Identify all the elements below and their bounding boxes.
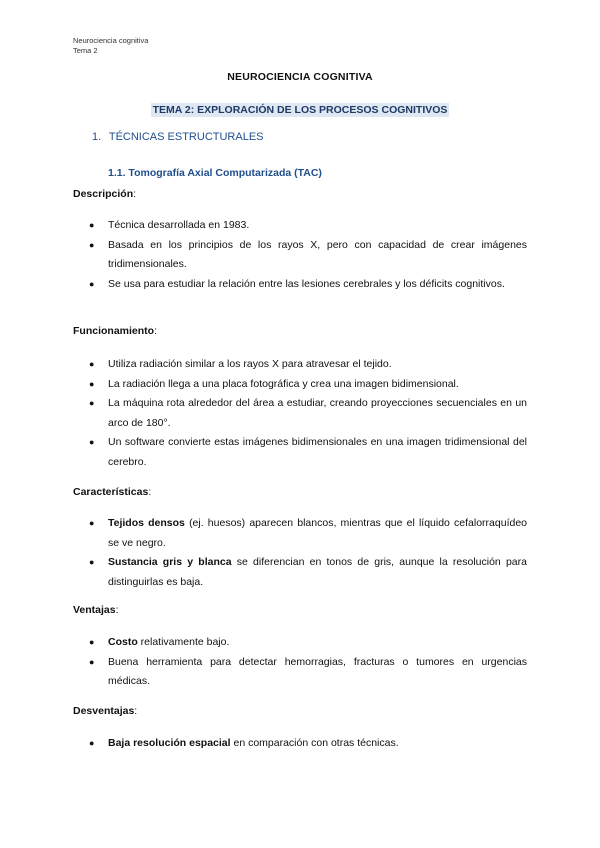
bullet-icon: ● bbox=[89, 738, 95, 748]
document-subtitle: TEMA 2: EXPLORACIÓN DE LOS PROCESOS COGNITIVOS bbox=[152, 104, 448, 116]
section-number: 1. bbox=[92, 131, 102, 143]
bullet-icon: ● bbox=[89, 378, 95, 389]
section-heading bbox=[92, 131, 264, 143]
list-item: ● Baja resolución espacial en comparación con otras técnicas. bbox=[73, 734, 527, 754]
bullet-icon: ● bbox=[89, 437, 95, 447]
ventajas-list bbox=[73, 633, 527, 692]
bullet-icon: ● bbox=[89, 278, 95, 289]
bullet-icon: ● bbox=[89, 518, 95, 528]
subsection-heading: 1.1. Tomografía Axial Computarizada (TAC) bbox=[108, 167, 322, 179]
header-topic: Tema 2 bbox=[73, 45, 98, 55]
bullet-icon: ● bbox=[89, 637, 95, 647]
bullet-icon: ● bbox=[89, 239, 95, 250]
bullet-icon: ● bbox=[89, 557, 95, 567]
caracteristicas-list bbox=[73, 514, 527, 592]
list-item: ● Se usa para estudiar la relación entre las lesiones cerebrales y los déficits cognitivos. bbox=[73, 275, 527, 295]
list-item: ● Buena herramienta para detectar hemorragias, fracturas o tumores en urgencias médicas. bbox=[73, 653, 527, 692]
list-item: ● Un software convierte estas imágenes bidimensionales en una imagen tridimensional del cerebro. bbox=[73, 433, 527, 472]
list-item: ● La máquina rota alrededor del área a estudiar, creando proyecciones secuenciales en un arco de 180°. bbox=[73, 394, 527, 433]
list-item: ● Sustancia gris y blanca se diferencian en tonos de gris, aunque la resolución para distinguirlas es baja. bbox=[73, 553, 527, 592]
descripcion-label: Descripción: bbox=[73, 188, 137, 200]
list-item: ● Técnica desarrollada en 1983. bbox=[73, 216, 527, 236]
list-item: ● Costo relativamente bajo. bbox=[73, 633, 527, 653]
list-item: ● Utiliza radiación similar a los rayos X para atravesar el tejido. bbox=[73, 355, 527, 375]
list-item: ● Basada en los principios de los rayos X, pero con capacidad de crear imágenes tridimensionales. bbox=[73, 236, 527, 275]
page-header bbox=[73, 36, 148, 55]
section-title: TÉCNICAS ESTRUCTURALES bbox=[108, 131, 264, 143]
bullet-icon: ● bbox=[89, 398, 95, 408]
funcionamiento-label: Funcionamiento: bbox=[73, 325, 158, 337]
bullet-icon: ● bbox=[89, 359, 95, 369]
descripcion-list bbox=[73, 216, 527, 294]
funcionamiento-list bbox=[73, 355, 527, 472]
ventajas-label: Ventajas: bbox=[73, 604, 119, 616]
bullet-icon: ● bbox=[89, 656, 95, 667]
header-course: Neurociencia cognitiva bbox=[73, 36, 149, 45]
desventajas-list bbox=[73, 734, 527, 754]
bullet-icon: ● bbox=[89, 220, 95, 230]
document-title: NEUROCIENCIA COGNITIVA bbox=[227, 71, 373, 83]
caracteristicas-label: Características: bbox=[73, 486, 152, 498]
desventajas-label: Desventajas: bbox=[73, 705, 138, 717]
list-item: ● La radiación llega a una placa fotográfica y crea una imagen bidimensional. bbox=[73, 375, 527, 395]
list-item: ● Tejidos densos (ej. huesos) aparecen blancos, mientras que el líquido cefalorraquídeo se ve negro. bbox=[73, 514, 527, 553]
